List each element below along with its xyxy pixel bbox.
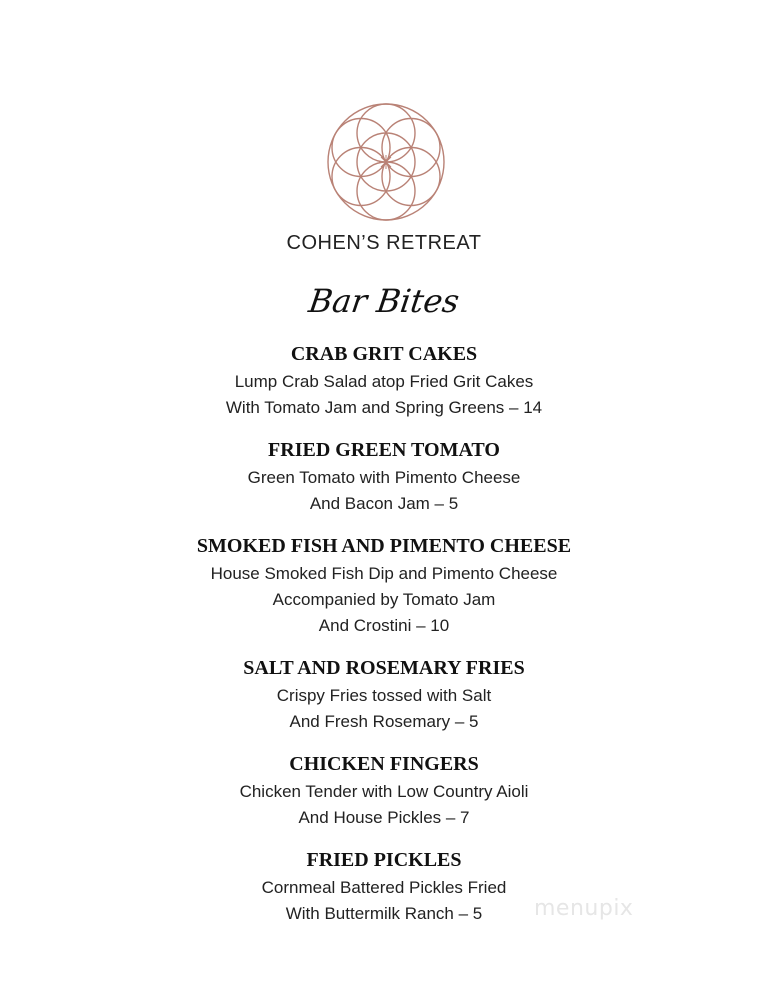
menu-item-salt-rosemary-fries — [0, 654, 768, 734]
menu-item-description: And House Pickles – 7 — [298, 808, 470, 827]
menu-item-description: Cornmeal Battered Pickles Fried — [261, 878, 507, 897]
menu-item-crab-grit-cakes — [0, 340, 768, 420]
menu-item-description: And Crostini – 10 — [318, 616, 450, 635]
menu-item-name: FRIED PICKLES — [306, 849, 462, 871]
menu-item-name: SALT AND ROSEMARY FRIES — [243, 657, 525, 679]
menu-item-name: CRAB GRIT CAKES — [290, 343, 478, 365]
menu-item-fried-green-tomato — [0, 436, 768, 516]
menu-item-chicken-fingers — [0, 750, 768, 830]
menu-item-name: CHICKEN FINGERS — [289, 753, 479, 775]
menu-item-fried-pickles — [0, 846, 768, 926]
menu-item-description: Crispy Fries tossed with Salt — [276, 686, 492, 705]
menu-item-name: FRIED GREEN TOMATO — [268, 439, 500, 461]
restaurant-name: COHEN’S RETREAT — [286, 232, 482, 254]
menu-item-description: Lump Crab Salad atop Fried Grit Cakes — [234, 372, 534, 391]
menu-item-description: And Fresh Rosemary – 5 — [289, 712, 479, 731]
menu-list — [0, 340, 768, 926]
menu-item-description: With Tomato Jam and Spring Greens – 14 — [225, 398, 543, 417]
menu-item-smoked-fish — [0, 532, 768, 638]
menu-item-description: Green Tomato with Pimento Cheese — [247, 468, 521, 487]
watermark: menupix — [534, 896, 634, 921]
menu-item-description: House Smoked Fish Dip and Pimento Cheese — [210, 564, 558, 583]
menu-item-description: And Bacon Jam – 5 — [309, 494, 459, 513]
menu-item-name: SMOKED FISH AND PIMENTO CHEESE — [196, 535, 572, 557]
menu-item-description: Accompanied by Tomato Jam — [272, 590, 496, 609]
menu-item-description: Chicken Tender with Low Country Aioli — [239, 782, 529, 801]
flower-of-life-logo — [324, 96, 448, 228]
section-title: Bar Bites — [306, 282, 462, 320]
menu-item-description: With Buttermilk Ranch – 5 — [285, 904, 483, 923]
